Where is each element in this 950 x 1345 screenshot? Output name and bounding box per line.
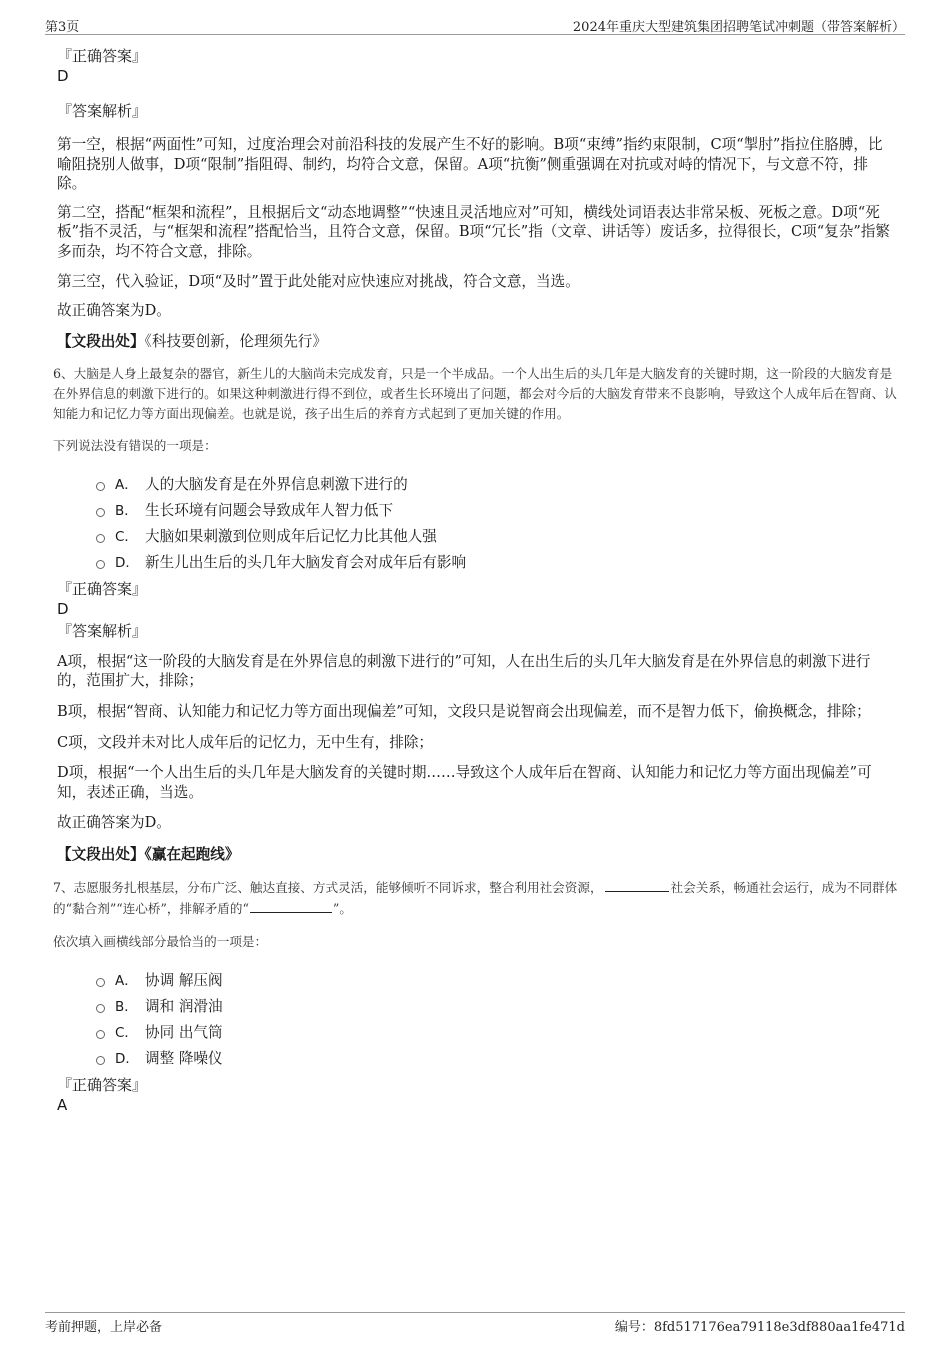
radio-icon[interactable] — [96, 534, 105, 543]
q5-analysis-paragraph-3: 第三空，代入验证，D项“及时”置于此处能对应快速应对挑战，符合文意，当选。 — [57, 272, 580, 290]
q7-blank-2 — [250, 898, 332, 913]
q6-prompt: 下列说法没有错误的一项是： — [53, 437, 217, 453]
page-content — [53, 46, 898, 1115]
radio-icon[interactable] — [96, 1030, 105, 1039]
q6-analysis-paragraph-3: C项，文段并未对比人成年后的记忆力，无中生有，排除； — [57, 733, 434, 751]
q7-prompt: 依次填入画横线部分最恰当的一项是： — [53, 933, 268, 949]
q5-analysis-paragraph-1: 第一空，根据“两面性”可知，过度治理会对前沿科技的发展产生不好的影响。B项“束缚”指约束限制，C项“掣肘”指拉住胳膊，比喻阻挠别人做事，D项“限制”指阻碍、制约，均符合文意，保留。A项“抗衡”侧重强调在对抗或对峙的情况下，与文意不符，排除。 — [57, 136, 883, 193]
q6-answer-label: 『正确答案』 — [57, 579, 148, 598]
q6-analysis-paragraph-4: D项，根据“一个人出生后的头几年是大脑发育的关键时期……导致这个人成年后在智商、认知能力和记忆力等方面出现偏差”可知，表述正确，当选。 — [57, 764, 872, 801]
q5-answer-label: 『正确答案』 — [57, 47, 148, 65]
radio-icon[interactable] — [96, 1004, 105, 1013]
radio-icon[interactable] — [96, 508, 105, 517]
q6-option-b[interactable]: B． 生长环境有问题会导致成年人智力低下 — [96, 498, 897, 524]
q5-analysis-paragraph-2: 第二空，搭配“框架和流程”，且根据后文“动态地调整”“快速且灵活地应对”可知，横线处词语表达非常呆板、死板之意。D项“死板”指不灵活，与“框架和流程”搭配恰当，且符合文意，保留。B项“冗长”指（文章、讲话等）废话多，拉得很长，C项“复杂”指繁多而杂，均不符合文意，排除。 — [57, 203, 890, 260]
q7-answer-label: 『正确答案』 — [57, 1075, 148, 1094]
q6-source-book: 《赢在起跑线》 — [144, 845, 240, 863]
q6-stem: 6、大脑是人身上最复杂的器官，新生儿的大脑尚未完成发育，只是一个半成品。一个人出生后的头几年是大脑发育的关键时期，这一阶段的大脑发育是在外界信息的刺激下进行的。如果这种刺激进行得不到位，或者生长环境出了问题，都会对今后的大脑发育带来不良影响，导致这个人成年后在智商、认知能力和记忆力等方面出现偏差。也就是说，孩子出生后的养育方式起到了更加关键的作用。 — [53, 365, 897, 421]
footer-slogan: 考前押题，上岸必备 — [45, 1320, 163, 1335]
radio-icon[interactable] — [96, 482, 105, 491]
q6-analysis-paragraph-2: B项，根据“智商、认知能力和记忆力等方面出现偏差”可知，文段只是说智商会出现偏差，而不是智力低下，偷换概念，排除； — [57, 702, 871, 720]
document-id: 编号：8fd517176ea79118e3df880aa1fe471d — [614, 1320, 905, 1335]
q7-option-d[interactable]: D． 调整 降噪仪 — [96, 1046, 897, 1072]
q7-answer: A — [57, 1095, 68, 1114]
q6-analysis-paragraph-1: A项，根据“这一阶段的大脑发育是在外界信息的刺激下进行的”可知，人在出生后的头几年大脑发育是在外界信息的刺激下进行的，范围扩大，排除； — [57, 652, 871, 690]
page-footer — [45, 1312, 905, 1333]
q6-options — [96, 472, 897, 576]
q5-source-label: 【文段出处】 — [57, 332, 145, 350]
q5-answer: D — [57, 67, 69, 85]
q5-analysis-paragraph-4: 故正确答案为D。 — [57, 302, 171, 320]
q7-option-c[interactable]: C． 协同 出气筒 — [96, 1020, 897, 1046]
radio-icon[interactable] — [96, 560, 105, 569]
q6-option-c[interactable]: C． 大脑如果刺激到位则成年后记忆力比其他人强 — [96, 524, 897, 550]
q5-analysis-label: 『答案解析』 — [57, 102, 148, 120]
q6-option-d[interactable]: D． 新生儿出生后的头几年大脑发育会对成年后有影响 — [96, 550, 897, 576]
page-number: 第3页 — [45, 20, 80, 35]
document-title: 2024年重庆大型建筑集团招聘笔试冲刺题（带答案解析） — [572, 20, 905, 35]
q7-stem: 7、志愿服务扎根基层，分布广泛、触达直接、方式灵活，能够倾听不同诉求，整合利用社会资源， 社会关系，畅通社会运行，成为不同群体的“黏合剂”“连心桥”，排解矛盾的“ ”。 — [53, 877, 898, 919]
q6-source-label: 【文段出处】 — [57, 845, 145, 863]
q6-option-a[interactable]: A． 人的大脑发育是在外界信息刺激下进行的 — [96, 472, 897, 498]
q6-analysis-label: 『答案解析』 — [57, 621, 148, 640]
radio-icon[interactable] — [96, 1056, 105, 1065]
radio-icon[interactable] — [96, 978, 105, 987]
q5-source-book: 《科技要创新，伦理须先行》 — [144, 332, 327, 350]
q6-answer: D — [57, 599, 69, 618]
q6-source — [57, 845, 897, 865]
q7-option-b[interactable]: B． 调和 润滑油 — [96, 994, 897, 1020]
q7-option-a[interactable]: A． 协调 解压阀 — [96, 968, 897, 994]
page-header — [45, 14, 905, 35]
q7-blank-1 — [605, 877, 669, 892]
q5-source — [57, 332, 897, 352]
q6-analysis-paragraph-5: 故正确答案为D。 — [57, 814, 171, 832]
q7-options — [96, 968, 897, 1072]
